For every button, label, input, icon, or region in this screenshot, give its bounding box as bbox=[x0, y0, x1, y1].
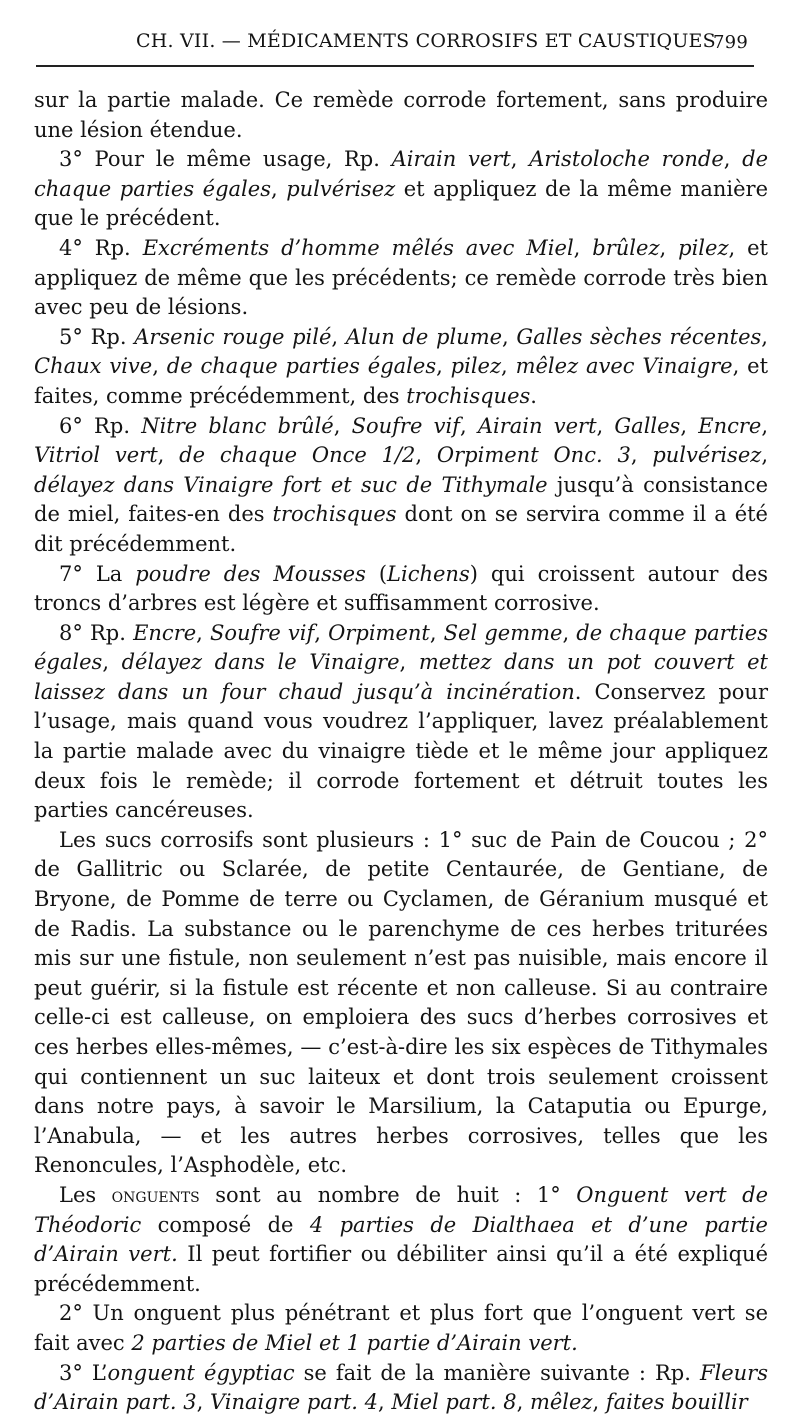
page-number: 799 bbox=[713, 32, 748, 53]
italic-run: Galles bbox=[614, 413, 681, 438]
italic-run: Arsenic rouge pilé bbox=[134, 324, 332, 349]
text-run: , bbox=[157, 443, 180, 468]
text-run: , bbox=[429, 620, 444, 645]
text-run: , bbox=[415, 443, 437, 468]
text-run: , bbox=[459, 413, 478, 438]
text-run: , et faites, comme précédemment, des bbox=[34, 354, 769, 408]
text-run: , bbox=[333, 413, 352, 438]
text-run: , bbox=[516, 1390, 530, 1415]
italic-run: poudre des Mousses bbox=[135, 561, 366, 586]
italic-run: Vitriol vert bbox=[34, 443, 158, 468]
text-run: , bbox=[314, 620, 329, 645]
text-run: , bbox=[501, 354, 516, 379]
text-run: sont au nombre de huit : 1° bbox=[199, 1182, 577, 1207]
text-run: , bbox=[399, 650, 419, 675]
text-run: , bbox=[196, 1390, 210, 1415]
text-run: Les sucs corrosifs sont plusieurs : 1° suc de Pain de Coucou ; 2° de Gallitric ou Sclarée, de petite Centaurée, de Gentiane, de Bryone, de Pomme de terre ou Cyclamen, de Géranium musqué et de Radis. La substance ou le parenchyme de ces herbes triturées mis sur une fistule, non seulement n’est pas nuisible, mais encore il peut guérir, si la fistule est récente et non calleuse. Si au contraire celle-ci est calleuse, on emploiera des sucs d’herbes corrosives et ces herbes elles-mêmes, — c’est-à-dire les six espèces de Tithymales qui contiennent un suc laiteux et dont trois seulement croissent dans notre pays, à savoir le Marsilium, la Cataputia ou Epurge, l’Anabula, — et les autres herbes corrosives, telles que les Renoncules, l’Asphodèle, etc. bbox=[34, 827, 768, 1178]
paragraph-recipe-6 bbox=[34, 412, 768, 560]
italic-run: 4 parties de Dialthaea et d’une partie d’Airain vert. bbox=[34, 1212, 768, 1267]
text-run: jusqu’à consistance de miel, faites-en des bbox=[34, 472, 768, 527]
italic-run: brûlez bbox=[592, 235, 660, 260]
text-run: ) qui croissent autour des troncs d’arbres est légère et suffisamment corrosive. bbox=[34, 561, 768, 616]
text-run: . Conservez pour l’usage, mais quand vous voudrez l’appliquer, lavez préalablement la partie malade avec du vinaigre tiède et le même jour appliquez deux fois le remède; il corrode fortement et détruit toutes les parties cancéreuses. bbox=[34, 679, 768, 823]
italic-run: Excréments d’homme mêlés avec Miel bbox=[142, 235, 574, 260]
italic-run: Chaux vive bbox=[34, 354, 153, 379]
italic-run: de chaque parties égales bbox=[34, 147, 768, 201]
paragraph-recipe-5 bbox=[34, 323, 768, 412]
text-run: , bbox=[331, 324, 346, 349]
text-run: , bbox=[562, 620, 577, 645]
italic-run: Orpiment bbox=[328, 620, 430, 645]
italic-run: faites bouillir bbox=[605, 1390, 748, 1415]
italic-run: mettez dans un pot couvert et laissez dans un four chaud jusqu’à incinération bbox=[34, 650, 768, 704]
italic-run: Aristoloche ronde bbox=[529, 147, 724, 172]
italic-run: Lichens bbox=[387, 561, 470, 586]
text-run: , bbox=[596, 413, 615, 438]
text-run: dont on se servira comme il a été dit précédemment. bbox=[34, 502, 768, 556]
text-run: , bbox=[152, 354, 167, 379]
text-run: , bbox=[573, 235, 593, 260]
italic-run: délayez dans Vinaigre fort et suc de Tithymale bbox=[34, 472, 548, 497]
text-run: , bbox=[630, 443, 653, 468]
text-run: sur la partie malade. Ce remède corrode fortement, sans produire une lésion étendue. bbox=[34, 88, 768, 142]
text-run: , bbox=[723, 147, 743, 172]
italic-run: Nitre blanc brûlé bbox=[141, 413, 334, 438]
italic-run: de chaque parties égales bbox=[166, 354, 437, 379]
text-run: , bbox=[761, 324, 768, 349]
italic-run: Encre bbox=[698, 413, 762, 438]
italic-run: Miel part. 8 bbox=[391, 1390, 517, 1415]
italic-run: de chaque parties égales bbox=[34, 620, 769, 675]
text-run: , bbox=[592, 1390, 606, 1415]
italic-run: de chaque Once 1/2 bbox=[179, 443, 416, 468]
text-run: , bbox=[102, 650, 122, 675]
italic-run: pilez bbox=[678, 235, 729, 260]
text-run: 4° Rp. bbox=[59, 235, 143, 260]
text-run: Les bbox=[59, 1182, 112, 1207]
running-header bbox=[36, 24, 754, 58]
italic-run: pulvérisez bbox=[286, 176, 396, 201]
paragraph-recipe-7 bbox=[34, 560, 768, 619]
italic-run: trochisques bbox=[272, 502, 397, 527]
paragraph-sucs-corrosifs bbox=[34, 826, 768, 1181]
text-run: et appliquez de la même manière que le précédent. bbox=[34, 176, 768, 231]
italic-run: Galles sèches récentes bbox=[516, 324, 762, 349]
text-run: 3° Pour le même usage, Rp. bbox=[59, 147, 392, 172]
italic-run: Onguent vert de Théodoric bbox=[34, 1182, 768, 1237]
text-run: ( bbox=[365, 561, 388, 586]
text-run: , bbox=[761, 413, 769, 438]
text-run: 8° Rp. bbox=[59, 620, 134, 645]
header-rule bbox=[36, 65, 754, 67]
paragraph-onguents bbox=[34, 1181, 768, 1299]
text-run: , bbox=[196, 620, 210, 645]
small-caps-run: onguents bbox=[111, 1183, 200, 1207]
italic-run: Alun de plume bbox=[345, 324, 503, 349]
italic-run: pulvérisez bbox=[652, 443, 762, 468]
text-run: , bbox=[270, 176, 287, 201]
text-run: , bbox=[378, 1390, 392, 1415]
paragraph-onguent-2 bbox=[34, 1299, 768, 1358]
paragraph-onguent-3 bbox=[34, 1359, 768, 1418]
italic-run: délayez dans le Vinaigre bbox=[121, 650, 400, 675]
italic-run: mêlez avec Vinaigre bbox=[515, 354, 733, 379]
body-text bbox=[34, 86, 768, 1418]
paragraph-recipe-8 bbox=[34, 619, 768, 826]
text-run: 5° Rp. bbox=[59, 324, 135, 349]
paragraph-continuation bbox=[34, 86, 768, 145]
text-run: 2° Un onguent plus pénétrant et plus fort que l’onguent vert se fait avec bbox=[34, 1301, 768, 1355]
italic-run: Fleurs d’Airain part. 3 bbox=[34, 1360, 768, 1415]
text-run: , et appliquez de même que les précédents; ce remède corrode très bien avec peu de lésions. bbox=[34, 235, 768, 320]
text-run: 7° La bbox=[59, 561, 136, 586]
paragraph-recipe-3 bbox=[34, 145, 768, 234]
italic-run: Orpiment Onc. 3 bbox=[436, 443, 631, 468]
italic-run: pilez bbox=[450, 354, 502, 379]
italic-run: mêlez bbox=[529, 1390, 593, 1415]
italic-run: onguent égyptiac bbox=[107, 1360, 295, 1385]
text-run: Il peut fortifier ou débiliter ainsi qu’il a été expliqué précédemment. bbox=[34, 1242, 769, 1296]
text-run: , bbox=[659, 235, 679, 260]
text-run: se fait de la manière suivante : Rp. bbox=[294, 1360, 700, 1385]
text-run: , bbox=[510, 147, 530, 172]
paragraph-recipe-4 bbox=[34, 234, 768, 323]
italic-run: Airain vert bbox=[477, 413, 597, 438]
italic-run: Airain vert bbox=[391, 147, 511, 172]
italic-run: 2 parties de Miel et 1 partie d’Airain vert. bbox=[131, 1330, 578, 1355]
text-run: , bbox=[436, 354, 451, 379]
text-run: . bbox=[530, 383, 537, 408]
italic-run: Soufre vif bbox=[210, 620, 315, 645]
italic-run: trochisques bbox=[406, 383, 531, 408]
text-run: , bbox=[680, 413, 699, 438]
text-run: 3° L’ bbox=[59, 1360, 108, 1385]
italic-run: Sel gemme bbox=[443, 620, 563, 645]
text-run: 6° Rp. bbox=[59, 413, 142, 438]
text-run: , bbox=[761, 443, 769, 468]
chapter-title: CH. VII. — MÉDICAMENTS CORROSIFS ET CAUSTIQUES bbox=[136, 30, 716, 52]
text-run: , bbox=[502, 324, 517, 349]
text-run: composé de bbox=[141, 1212, 310, 1237]
italic-run: Encre bbox=[133, 620, 197, 645]
italic-run: Soufre vif bbox=[351, 413, 460, 438]
italic-run: Vinaigre part. 4 bbox=[210, 1390, 379, 1415]
